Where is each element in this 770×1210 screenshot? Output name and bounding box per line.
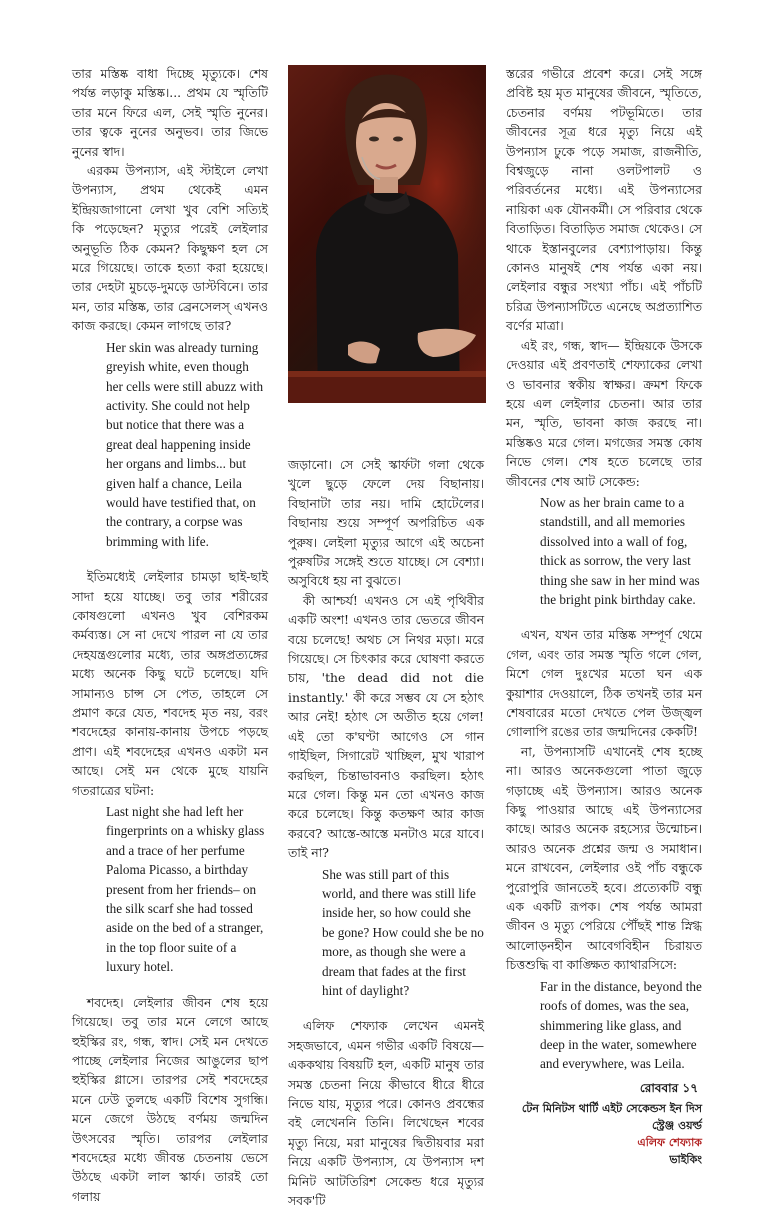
book-title-line: টেন মিনিটস থার্টি এইট সেকেন্ডস ইন দিস xyxy=(521,1101,702,1115)
page-folio: রোববার ১৭ xyxy=(639,1081,698,1095)
english-quote: Now as her brain came to a standstill, and all memories dissolved into a wall of fog, thick as sorrow, the very last thing she saw in her mind was the bright pink birthday cake. xyxy=(540,494,700,607)
english-quote: Far in the distance, beyond the roofs of domes, was the sea, shimmering like glass, and deep in the water, somewhere and everywhere, was Leila. xyxy=(540,978,702,1072)
body-paragraph: ইতিমধ্যেই লেইলার চামড়া ছাই-ছাই সাদা হয়ে যাচ্ছে। তবু তার শরীরের কোষগুলো এখনও খুব বেশিরকম কর্মব্যস্ত। সে না দেখে পারল না যে তার দেহযন্ত্রগুলোর মধ্যে, তার অঙ্গপ্রত্যঙ্গের মধ্যে অনেক কিছু ঘটে চলেছে। যদি সামান্যও চান্স সে পেত, তাহলে সে প্রমাণ করে যেত, শবদেহ মৃত নয়, বরং শবদেহের কানায়-কানায় উপচে পড়ছে প্রাণ। এই শবদেহের এখনও একটা মন আছে। সেই মন থেকে মুছে যায়নি গতরাত্রের ঘটনা: xyxy=(72,569,268,798)
english-quote: Last night she had left her fingerprints on a whisky glass and a trace of her perfume Paloma Picasso, a birthday present from her friends– on the silk scarf she had tossed aside on the bed of a stranger, in the top floor suite of a luxury hotel. xyxy=(106,804,265,975)
body-paragraph: না, উপন্যাসটি এখানেই শেষ হচ্ছে না। আরও অনেকগুলো পাতা জুড়ে গড়াচ্ছে এই উপন্যাস। আরও অনেক কিছু পাওয়ার আছে এই উপন্যাসের কাছে। আরও অনেক রহস্যের উন্মোচন। আরও অনেক প্রশ্নের জন্ম ও সমাধান। মনে রাখবেন, লেইলার ওই পাঁচ বন্ধুকে পুরোপুরি জানতেই হবে। প্রত্যেকটি বন্ধু এক একটি রূপক। শেষ পর্যন্ত আমরা জীবন ও মৃত্যু পেরিয়ে পৌঁছই শান্ত স্নিগ্ধ আলোড়নহীন আবেগবিহীন চিরায়ত চিত্তশুদ্ধি বা কাঙ্ক্ষিত ক্যাথারসিসে: xyxy=(506,743,702,973)
body-paragraph: কী আশ্চর্য! এখনও সে এই পৃথিবীর একটি অংশ! এখনও তার ভেতরে জীবন বয়ে চলেছে! অথচ সে নিথর মড়া। মরে গিয়েছে। সে চিৎকার করে ঘোষণা করতে চায়, 'the dead did not die instantly.' কী করে সম্ভব যে সে হঠাৎ আর নেই! হঠাৎ সে অতীত হয়ে গেল! এই তো ক'ঘণ্টা আগেও সে গান গাইছিল, সিগারেট খাচ্ছিল, মুখ খারাপ করছিল, চিন্তাভাবনাও করছিল। হঠাৎ মরে গেল। কিন্তু মন তো এখনও কাজ করে চলেছে। কিন্তু কতক্ষণ আর কাজ করবে? আস্তে-আস্তে মনটাও মরে যাবে। তাই না? xyxy=(288,592,484,861)
body-paragraph: শবদেহ। লেইলার জীবন শেষ হয়ে গিয়েছে। তবু তার মনে লেগে আছে হুইস্কির রং, গন্ধ, স্বাদ। সেই মন দেখতে পাচ্ছে লেইলার নিজের আঙুলের ছাপ হুইস্কির গ্লাসে। তারপর সেই শবদেহের মনে ঢেউ তুলছে একটি বিশেষ সুগন্ধি। মনে জেগে উঠছে বর্ণময় জন্মদিন উৎসবের স্মৃতি। তারপর লেইলার শবদেহের মধ্যে জীবন্ত চেতনায় ভেসে উঠছে একটা লাল স্কার্ফ। তারই তো গলায় xyxy=(72,994,268,1204)
body-paragraph: এই রং, গন্ধ, স্বাদ— ইন্দ্রিয়কে উসকে দেওয়ার এই প্রবণতাই শেফ্যাকের লেখা ও ভাবনার স্বকীয় স্বাক্ষর। ক্রমশ ফিকে হয়ে এল লেইলার চেতনা। আর তার মন, স্মৃতি, ভাবনা কাজ করছে না। মস্তিষ্কও মরে গেল। মগজের সমস্ত কোষ নিভে গেল। শেষ হতে চলেছে তার জীবনের শেষ আট সেকেন্ড: xyxy=(506,337,702,489)
column-left xyxy=(72,64,268,1206)
english-quote: Her skin was already turning greyish white, even though her cells were still abuzz with activity. She could not help but notice that there was a great deal happening inside her organs and limbs... but given half a chance, Leila would have testified that, on the contrary, a corpse was brimming with life. xyxy=(106,339,264,549)
body-paragraph: এলিফ শেফ্যাক লেখেন এমনই সহজভাবে, এমন গভীর একটি বিষয়ে— এককথায় বিষয়টি হল, একটি মানুষ তার সমস্ত চেতনা নিয়ে কীভাবে ধীরে ধীরে নিভে যায়, মৃত্যুর পরে। কোনও প্রবন্ধের বই লেখেননি তিনি। লিখেছেন শবের মৃত্যু নিয়ে, মরা মানুষের দ্বিতীয়বার মরা নিয়ে একটি উপন্যাস, যে উপন্যাস দশ মিনিট আটতিরিশ সেকেন্ড ধরে মৃত্যুর সবক'টি xyxy=(288,1018,484,1209)
body-paragraph: জড়ানো। সে সেই স্কার্ফটা গলা থেকে খুলে ছুড়ে ফেলে দেয় বিছানায়। বিছানাটা তার নয়। দামি হোটেলের। বিছানায় শুয়ে সম্পূর্ণ অপরিচিত এক পুরুষ। লেইলা মৃত্যুর আগে এই অচেনা পুরুষটির সঙ্গেই শুতে যাচ্ছে। সে বেশ্যা। অসুবিধে হয় না বুঝতে। xyxy=(288,457,484,589)
english-quote: She was still part of this world, and there was still life inside her, so how could she be gone? How could she be no more, as though she were a dream that fades at the first hint of daylight? xyxy=(322,866,484,998)
book-credits xyxy=(506,1100,702,1168)
book-author: এলিফ শেফ্যাক xyxy=(637,1135,702,1149)
body-paragraph: তার মস্তিষ্ক বাধা দিচ্ছে মৃত্যুকে। শেষ পর্যন্ত লড়াকু মস্তিষ্ক।... প্রথম যে স্মৃতিটি তার মনে ফিরে এল, সেই স্মৃতি নুনের। তার ত্বকে নুনের অনুভব। তার জিভে নুনের স্বাদ। xyxy=(72,66,268,159)
book-publisher: ভাইকিং xyxy=(669,1152,702,1166)
author-photo xyxy=(288,65,486,403)
column-right xyxy=(506,64,702,1168)
column-middle xyxy=(288,455,484,1210)
book-title-line: স্ট্রেঞ্জ ওয়র্ল্ড xyxy=(651,1118,702,1132)
body-paragraph: এখন, যখন তার মস্তিষ্ক সম্পূর্ণ থেমে গেল, এবং তার সমস্ত স্মৃতি গলে গেল, মিশে গেল দুঃখের মতো ঘন এক কুয়াশার দেওয়ালে, ঠিক তখনই তার মন শেষবারের মতো দেখতে পেল উজ্জ্বল গোলাপি রঙের তার জন্মদিনের কেকটি! xyxy=(506,627,702,740)
body-paragraph: এরকম উপন্যাস, এই স্টাইলে লেখা উপন্যাস, প্রথম থেকেই এমন ইন্দ্রিয়জাগানো লেখা খুব বেশি সত্যিই কি পড়েছেন? মৃত্যুর পরেই লেইলার অনুভূতি ঠিক কেমন? কিছুক্ষণ হল সে মরে গিয়েছে। তাকে হত্যা করা হয়েছে। তার দেহটা মুচড়ে-দুমড়ে ডাস্টবিনে। তার মন, তার মস্তিষ্ক, তার ব্রেনসেলস্ এখনও কাজ করছে। কেমন লাগছে তার? xyxy=(72,163,268,334)
body-paragraph: স্তরের গভীরে প্রবেশ করে। সেই সঙ্গে প্রবিষ্ট হয় মৃত মানুষের জীবনে, স্মৃতিতে, চেতনার বর্ণময় পটভূমিতে। তার জীবনের সূত্র ধরে মৃত্যু নিয়ে এই উপন্যাস ঢুকে পড়ে সমাজ, রাজনীতি, বিশ্বজুড়ে নানা ওলটপালট ও পরিবর্তনের মধ্যে। এই উপন্যাসের নায়িকা এক যৌনকর্মী। সে পরিবার থেকে বিতাড়িত। বিতাড়িত সমাজ থেকেও। সে থাকে ইস্তানবুলের বেশ্যাপাড়ায়। কিন্তু কোনও মানুষই শেষ পর্যন্ত একা নয়। লেইলার বন্ধুর সংখ্যা পাঁচ। এই পাঁচটি চরিত্র উপন্যাসটিতে এনেছে অপ্রত্যাশিত বর্ণের মাত্রা। xyxy=(506,66,702,334)
